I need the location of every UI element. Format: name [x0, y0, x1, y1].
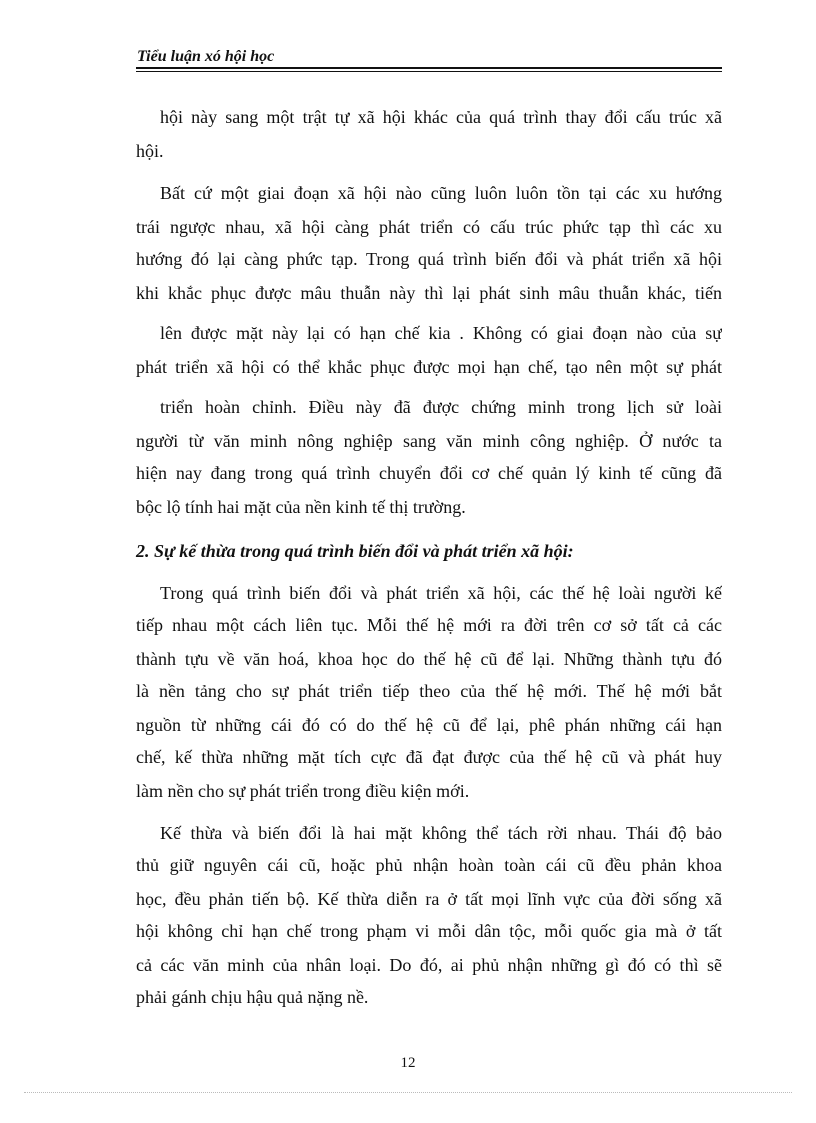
header-rule [136, 67, 722, 69]
text-line: làm nền cho sự phát triển trong điều kiện mới. [136, 781, 470, 801]
text-line: hướng đó lại càng phức tạp. Trong quá trình biến đổi và phát triển xã hội [136, 249, 722, 269]
header-rule-thin [136, 71, 722, 72]
page-header [136, 48, 722, 72]
text-line: thủ giữ nguyên cái cũ, hoặc phủ nhận hoàn toàn cái cũ đều phản khoa [136, 855, 722, 875]
text-line: thành tựu về văn hoá, khoa học do thế hệ cũ để lại. Những thành tựu đó [136, 649, 722, 669]
text-line: bộc lộ tính hai mặt của nền kinh tế thị trường. [136, 497, 466, 517]
footer-rule [24, 1092, 792, 1093]
text-line: Kế thừa và biến đổi là hai mặt không thể tách rời nhau. Thái độ bảo [160, 823, 722, 843]
header-title: Tiểu luận xó hội học [137, 48, 275, 65]
section-heading: 2. Sự kế thừa trong quá trình biến đổi và phát triển xã hội: [136, 541, 574, 561]
text-line: Bất cứ một giai đoạn xã hội nào cũng luôn luôn tồn tại các xu hướng [160, 183, 722, 203]
text-line: lên được mặt này lại có hạn chế kia . Không có giai đoạn nào của sự [160, 323, 722, 343]
text-line: phát triển xã hội có thể khắc phục được mọi hạn chế, tạo nên một sự phát [136, 357, 722, 377]
text-line: nguồn từ những cái đó có do thế hệ cũ để lại, phê phán những cái hạn [136, 715, 722, 735]
text-line: học, đều phản tiến bộ. Kế thừa diễn ra ở tất mọi lĩnh vực của đời sống xã [136, 889, 722, 909]
text-line: trái ngược nhau, xã hội càng phát triển có cấu trúc phức tạp thì các xu [136, 217, 722, 237]
text-line: phải gánh chịu hậu quả nặng nề. [136, 987, 369, 1007]
text-line: cả các văn minh của nhân loại. Do đó, ai phủ nhận những gì đó có thì sẽ [136, 955, 722, 975]
text-line: triển hoàn chỉnh. Điều này đã được chứng minh trong lịch sử loài [160, 397, 722, 417]
text-line: là nền tảng cho sự phát triển tiếp theo của thế hệ mới. Thế hệ mới bắt [136, 681, 722, 701]
text-line: người từ văn minh nông nghiệp sang văn minh công nghiệp. Ở nước ta [136, 431, 722, 451]
text-line: chế, kế thừa những mặt tích cực đã đạt được của thế hệ cũ và phát huy [136, 747, 722, 767]
text-line: tiếp nhau một cách liên tục. Mỗi thế hệ mới ra đời trên cơ sở tất cả các [136, 615, 722, 635]
text-line: hội. [136, 141, 164, 161]
text-line: hiện nay đang trong quá trình chuyển đổi cơ chế quản lý kinh tế cũng đã [136, 463, 722, 483]
text-line: Trong quá trình biến đổi và phát triển xã hội, các thế hệ loài người kế [160, 583, 722, 603]
page-number: 12 [400, 1055, 416, 1071]
text-line: hội không chỉ hạn chế trong phạm vi mỗi dân tộc, mỗi quốc gia mà ở tất [136, 921, 722, 941]
text-line: hội này sang một trật tự xã hội khác của quá trình thay đổi cấu trúc xã [160, 107, 722, 127]
text-line: khi khắc phục được mâu thuẫn này thì lại phát sinh mâu thuẫn khác, tiến [136, 283, 722, 303]
